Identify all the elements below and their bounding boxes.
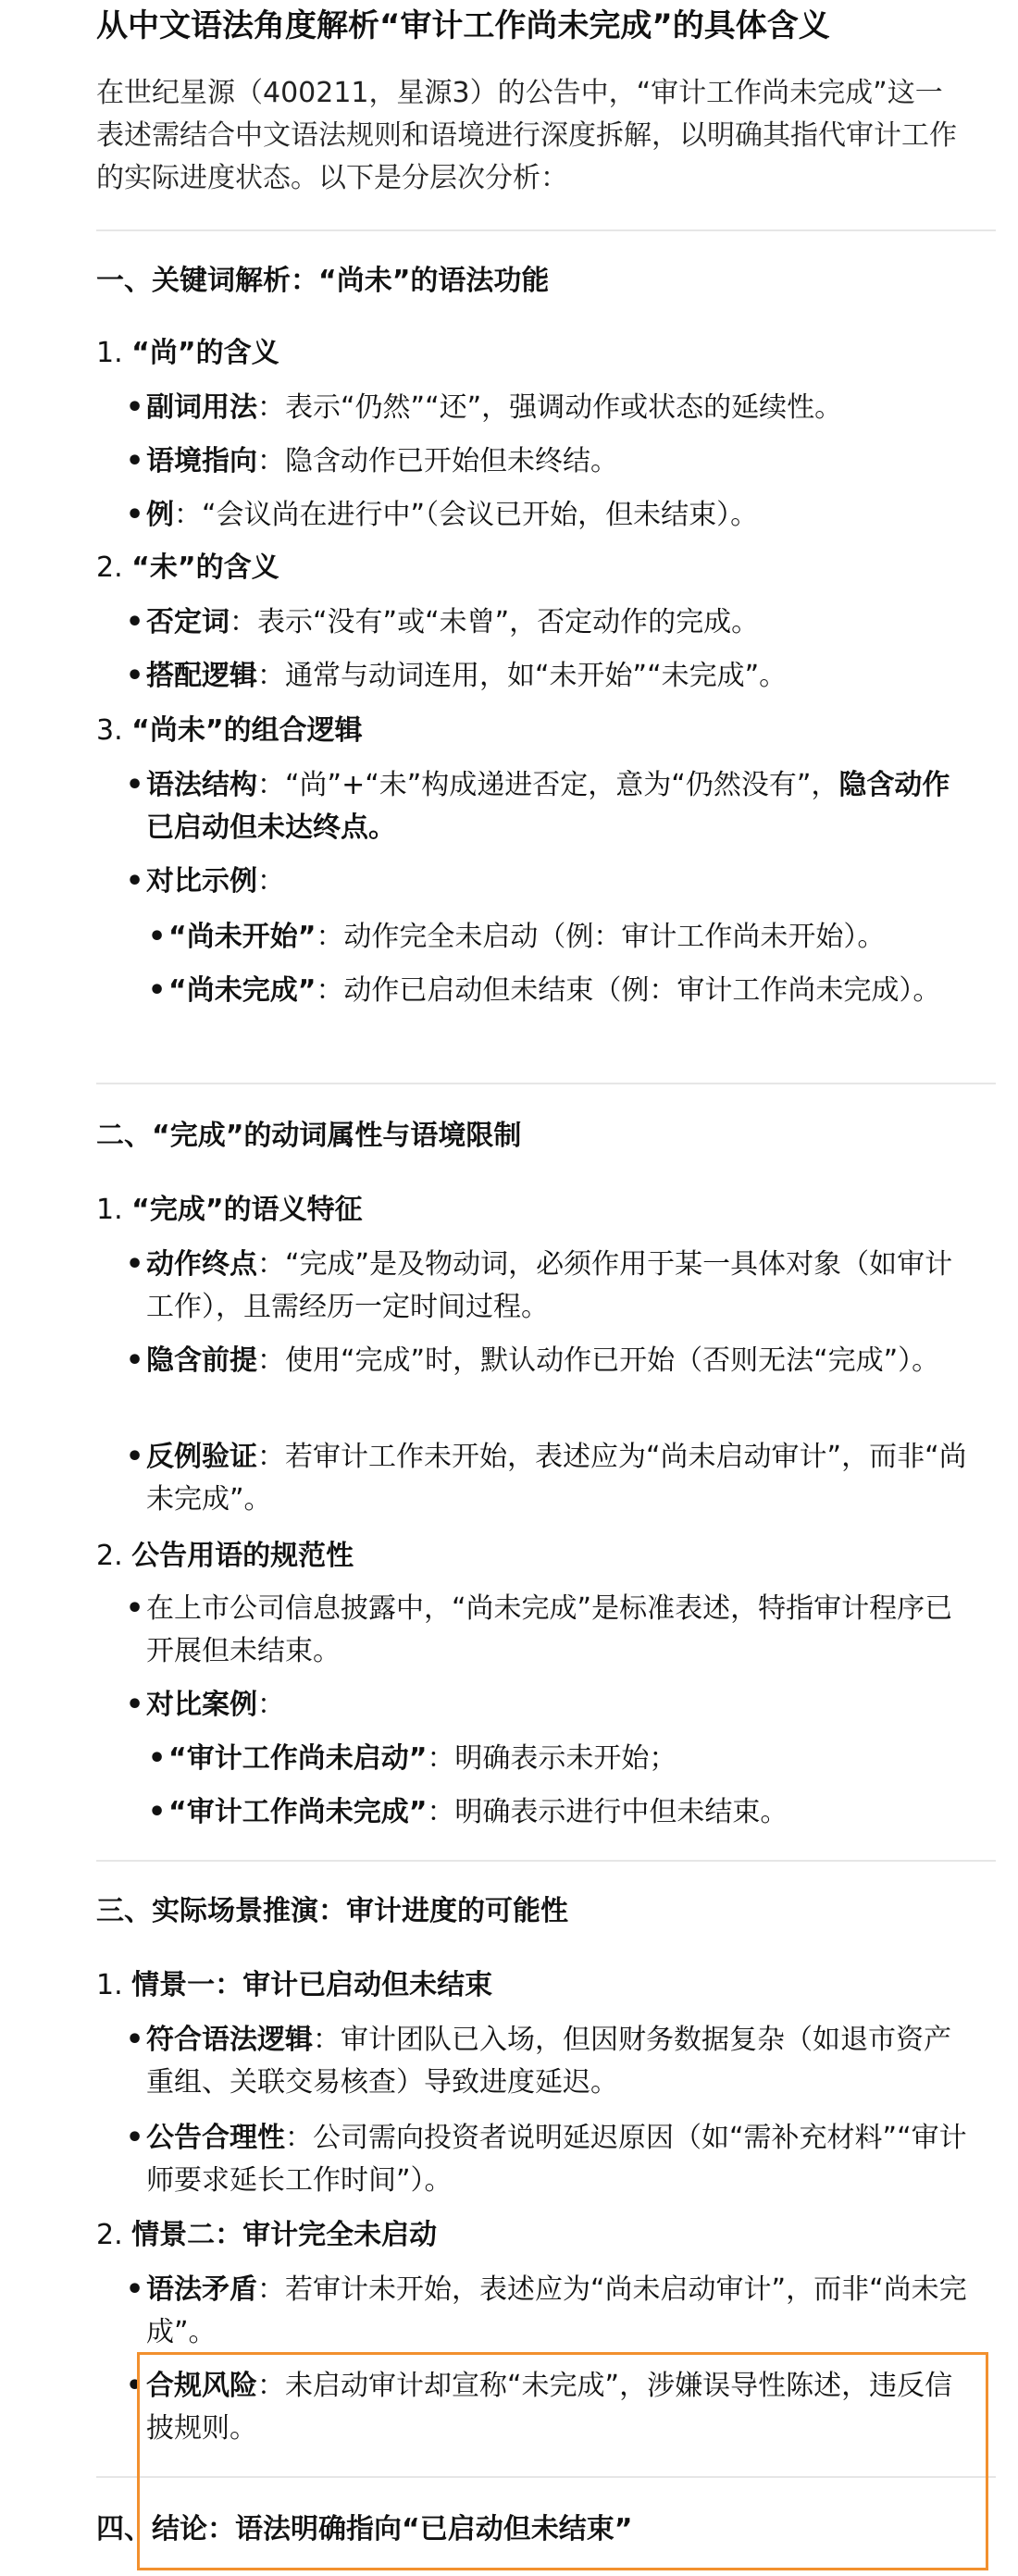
list-item: • “审计工作尚未启动”：明确表示未开始； [148, 1742, 677, 1775]
list-item: • 动作终点：“完成”是及物动词，必须作用于某一具体对象（如审计工作），且需经历一定时间过程。 [126, 1248, 953, 1323]
section-1-title: 一、关键词解析：“尚未”的语法功能 [96, 265, 550, 297]
list-item: • 搭配逻辑：通常与动词连用，如“未开始”“未完成”。 [126, 660, 788, 692]
page-title: 从中文语法角度解析“审计工作尚未完成”的具体含义 [96, 7, 830, 44]
section-divider [96, 1083, 996, 1084]
section-2-title: 二、“完成”的动词属性与语境限制 [96, 1120, 522, 1152]
intro-paragraph: 在世纪星源（400211，星源3）的公告中，“审计工作尚未完成”这一表述需结合中文语法规则和语境进行深度拆解，以明确其指代审计工作的实际进度状态。以下是分层次分析： [96, 77, 957, 194]
section-4-title: 四、结论：语法明确指向“已启动但未结束” [96, 2513, 633, 2545]
item-2-1: 1. “完成”的语义特征 [96, 1194, 363, 1226]
section-3-title: 三、实际场景推演：审计进度的可能性 [96, 1895, 568, 1927]
section-divider [96, 229, 996, 231]
item-3-2: 2. 情景二：审计完全未启动 [96, 2219, 438, 2251]
list-item: • 语法矛盾：若审计未开始，表述应为“尚未启动审计”，而非“尚未完成”。 [126, 2273, 967, 2348]
list-item: • 副词用法：表示“仍然”“还”，强调动作或状态的延续性。 [126, 391, 843, 424]
list-item: • “尚未完成”：动作已启动但未结束（例：审计工作尚未完成）。 [148, 974, 941, 1007]
list-item: • 否定词：表示“没有”或“未曾”，否定动作的完成。 [126, 606, 760, 638]
item-1-1: 1. “尚”的含义 [96, 337, 279, 369]
item-1-3: 3. “尚未”的组合逻辑 [96, 714, 363, 747]
list-item: • 在上市公司信息披露中，“尚未完成”是标准表述，特指审计程序已开展但未结束。 [126, 1592, 953, 1667]
item-1-2: 2. “未”的含义 [96, 551, 279, 584]
list-item: • 符合语法逻辑：审计团队已入场，但因财务数据复杂（如退市资产重组、关联交易核查）导致进度延迟。 [126, 2024, 951, 2099]
list-item: • 隐含前提：使用“完成”时，默认动作已开始（否则无法“完成”）。 [126, 1344, 940, 1377]
list-item: • “审计工作尚未完成”：明确表示进行中但未结束。 [148, 1796, 788, 1828]
highlight-box [137, 2352, 988, 2570]
list-item: • 对比示例： [126, 865, 285, 898]
list-item: • 语境指向：隐含动作已开始但未终结。 [126, 445, 618, 477]
list-item: • 反例验证：若审计工作未开始，表述应为“尚未启动审计”，而非“尚未完成”。 [126, 1441, 967, 1516]
list-item: • 语法结构：“尚”+“未”构成递进否定，意为“仍然没有”，隐含动作已启动但未达终点。 [126, 769, 950, 844]
list-item: • 例：“会议尚在进行中”（会议已开始，但未结束）。 [126, 499, 759, 531]
list-item: • 对比案例： [126, 1689, 285, 1721]
item-2-2: 2. 公告用语的规范性 [96, 1540, 354, 1572]
list-item: • 公告合理性：公司需向投资者说明延迟原因（如“需补充材料”“审计师要求延长工作时间”）。 [126, 2122, 967, 2197]
section-divider [96, 1860, 996, 1862]
item-3-1: 1. 情景一：审计已启动但未结束 [96, 1969, 493, 2001]
list-item: • “尚未开始”：动作完全未启动（例：审计工作尚未开始）。 [148, 921, 886, 953]
list-item: • 合规风险：未启动审计却宣称“未完成”，涉嫌误导性陈述，违反信披规则。 [126, 2370, 953, 2445]
